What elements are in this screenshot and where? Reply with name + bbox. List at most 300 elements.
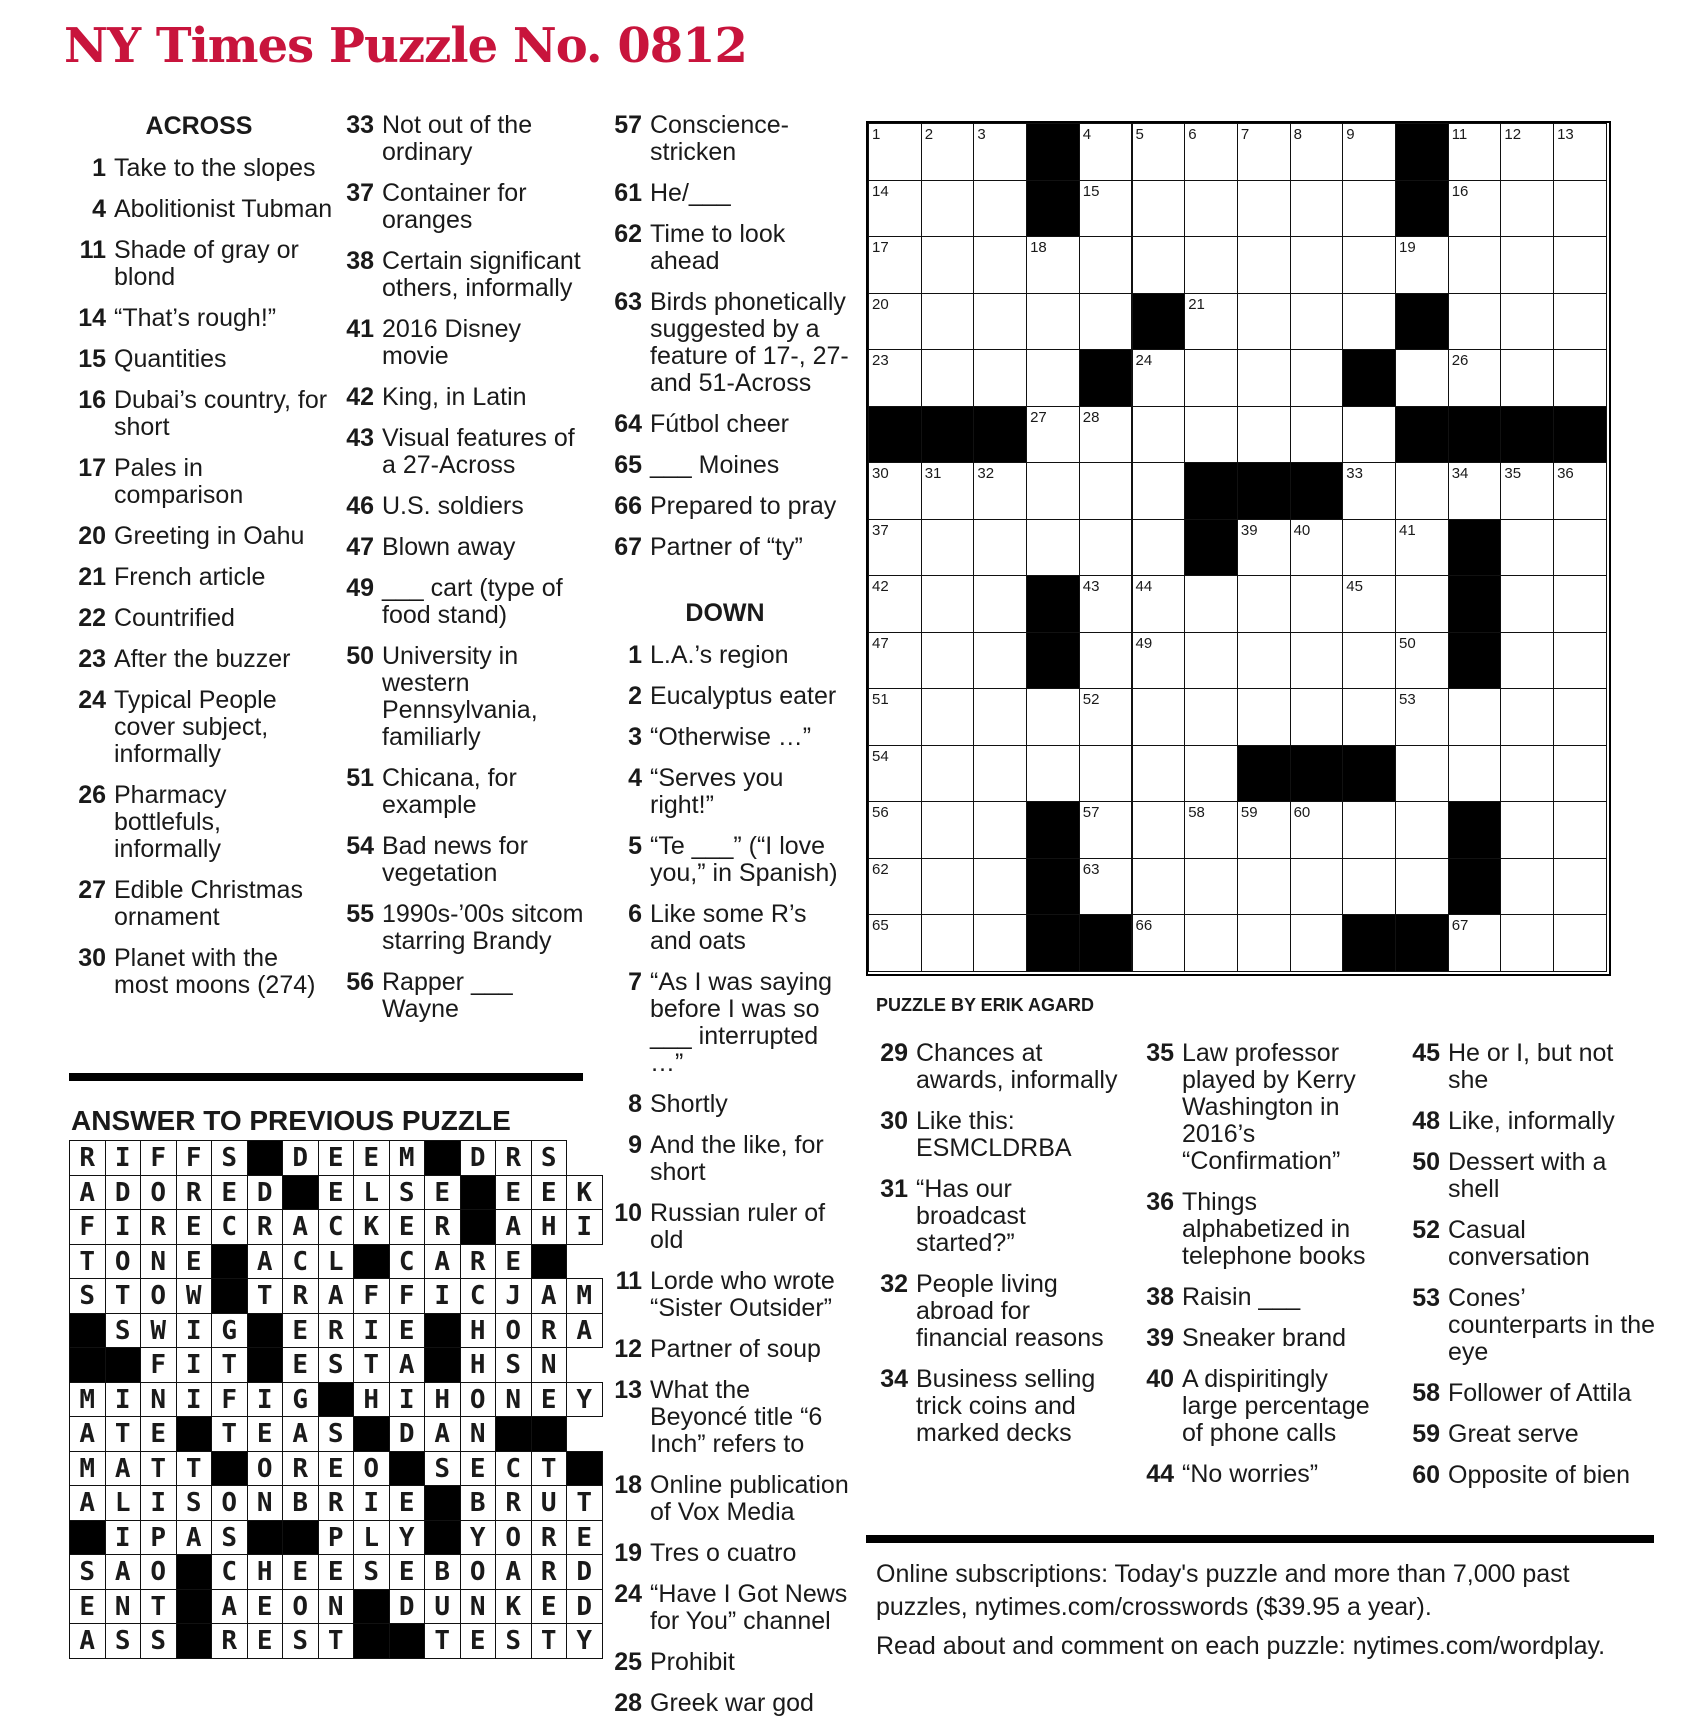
grid-cell[interactable] <box>1500 801 1554 859</box>
grid-cell[interactable] <box>1553 745 1607 803</box>
answer-letter: R <box>460 1244 497 1280</box>
clue-number: 45 <box>1412 1039 1440 1067</box>
grid-cell[interactable] <box>921 123 975 181</box>
grid-cell[interactable] <box>868 745 922 803</box>
grid-cell[interactable] <box>1290 858 1344 916</box>
grid-cell[interactable] <box>921 632 975 690</box>
grid-cell[interactable] <box>1237 914 1291 972</box>
grid-cell[interactable] <box>1500 575 1554 633</box>
clue <box>1398 1217 1660 1271</box>
grid-cell[interactable] <box>1395 858 1449 916</box>
answer-letter: O <box>353 1451 390 1487</box>
grid-cell[interactable] <box>1448 688 1502 746</box>
grid-cell[interactable] <box>1132 858 1186 916</box>
grid-cell[interactable] <box>1342 180 1396 238</box>
grid-cell[interactable] <box>1290 801 1344 859</box>
clue-text: Blown away <box>382 533 516 561</box>
answer-letter: S <box>495 1347 532 1383</box>
clue <box>1132 1325 1384 1352</box>
grid-cell[interactable] <box>1553 123 1607 181</box>
grid-cell[interactable] <box>1184 858 1238 916</box>
answer-letter: R <box>495 1140 532 1176</box>
grid-cell[interactable] <box>1500 858 1554 916</box>
answer-letter: C <box>211 1554 248 1590</box>
grid-cell[interactable] <box>1132 801 1186 859</box>
clue-number: 59 <box>1412 1420 1440 1448</box>
grid-cell[interactable] <box>1184 349 1238 407</box>
grid-cell[interactable] <box>868 632 922 690</box>
clue <box>600 1200 850 1254</box>
grid-cell[interactable] <box>1553 914 1607 972</box>
grid-cell[interactable] <box>868 293 922 351</box>
clue-number: 58 <box>1412 1379 1440 1407</box>
answer-letter: A <box>531 1278 568 1314</box>
grid-cell[interactable] <box>1342 293 1396 351</box>
grid-cell[interactable] <box>1500 180 1554 238</box>
answer-letter: K <box>495 1589 532 1625</box>
grid-cell[interactable] <box>921 575 975 633</box>
grid-cell[interactable] <box>1342 123 1396 181</box>
grid-cell[interactable] <box>1448 123 1502 181</box>
grid-cell[interactable] <box>1237 801 1291 859</box>
grid-cell[interactable] <box>1079 688 1133 746</box>
grid-cell[interactable] <box>1553 801 1607 859</box>
grid-cell[interactable] <box>1448 745 1502 803</box>
answer-letter: H <box>247 1554 284 1590</box>
grid-cell[interactable] <box>1342 575 1396 633</box>
grid-cell[interactable] <box>868 180 922 238</box>
answer-letter: R <box>318 1313 355 1349</box>
grid-cell[interactable] <box>1553 519 1607 577</box>
grid-cell[interactable] <box>1184 406 1238 464</box>
grid-cell[interactable] <box>1237 406 1291 464</box>
answer-letter: I <box>353 1485 390 1521</box>
grid-cell[interactable] <box>1079 293 1133 351</box>
grid-cell[interactable] <box>1132 914 1186 972</box>
clue <box>600 1132 850 1186</box>
grid-cell[interactable] <box>1184 575 1238 633</box>
clue-text: Conscience-stricken <box>650 111 789 166</box>
grid-cell[interactable] <box>1290 406 1344 464</box>
grid-cell[interactable] <box>1079 236 1133 294</box>
grid-cell[interactable] <box>921 688 975 746</box>
grid-cell[interactable] <box>921 236 975 294</box>
grid-cell[interactable] <box>1132 632 1186 690</box>
answer-black-square <box>176 1416 213 1452</box>
black-square <box>973 406 1027 464</box>
clue-text: Bad news for vegetation <box>382 832 528 887</box>
clue <box>1398 1380 1660 1407</box>
puzzle-title: NY Times Puzzle No. 0812 <box>64 18 747 74</box>
clue <box>866 1040 1122 1094</box>
clue-number: 4 <box>628 764 642 792</box>
grid-cell[interactable] <box>1342 858 1396 916</box>
grid-cell[interactable] <box>1290 349 1344 407</box>
clue-number: 41 <box>346 315 374 343</box>
clue-text: Russian ruler of old <box>650 1199 826 1254</box>
grid-cell[interactable] <box>1132 406 1186 464</box>
grid-cell[interactable] <box>1237 688 1291 746</box>
grid-cell[interactable] <box>1290 914 1344 972</box>
grid-cell[interactable] <box>1237 349 1291 407</box>
clue <box>600 452 850 479</box>
grid-cell[interactable] <box>1342 632 1396 690</box>
clue-number: 64 <box>614 410 642 438</box>
clue-text: Greeting in Oahu <box>114 522 305 550</box>
clue-text: Law professor played by Kerry Washington in 2016’s “Confirmation” <box>1182 1039 1356 1175</box>
grid-cell[interactable] <box>1553 858 1607 916</box>
clue <box>332 643 594 751</box>
grid-cell[interactable] <box>973 519 1027 577</box>
grid-cell[interactable] <box>1237 519 1291 577</box>
answer-black-square <box>247 1520 284 1556</box>
clue-number: 29 <box>880 1039 908 1067</box>
grid-cell[interactable] <box>973 858 1027 916</box>
grid-cell[interactable] <box>1184 745 1238 803</box>
grid-cell[interactable] <box>868 801 922 859</box>
answer-letter: S <box>105 1313 142 1349</box>
clue-text: King, in Latin <box>382 383 527 411</box>
clue <box>1132 1461 1384 1488</box>
grid-cell[interactable] <box>1290 293 1344 351</box>
grid-cell[interactable] <box>1448 236 1502 294</box>
grid-cell[interactable] <box>1395 575 1449 633</box>
grid-cell[interactable] <box>868 575 922 633</box>
clue-text: “As I was saying before I was so ___ interrupted …” <box>650 968 833 1077</box>
grid-cell[interactable] <box>973 801 1027 859</box>
grid-cell[interactable] <box>1079 745 1133 803</box>
answer-letter: N <box>460 1589 497 1625</box>
grid-cell[interactable] <box>1290 180 1344 238</box>
answer-letter: S <box>495 1623 532 1659</box>
cell-number: 16 <box>1451 182 1469 200</box>
clue <box>332 901 594 955</box>
cell-number: 26 <box>1451 352 1469 369</box>
answer-letter: B <box>460 1485 497 1521</box>
grid-cell[interactable] <box>1553 349 1607 407</box>
clue <box>332 425 594 479</box>
grid-cell[interactable] <box>921 858 975 916</box>
grid-cell[interactable] <box>868 858 922 916</box>
grid-cell[interactable] <box>1500 236 1554 294</box>
grid-cell[interactable] <box>1184 801 1238 859</box>
grid-cell[interactable] <box>1342 236 1396 294</box>
answer-letter: G <box>282 1382 319 1418</box>
grid-cell[interactable] <box>1079 462 1133 520</box>
grid-cell[interactable] <box>1448 914 1502 972</box>
grid-cell[interactable] <box>1026 688 1080 746</box>
answer-black-square <box>318 1382 355 1418</box>
grid-cell[interactable] <box>973 293 1027 351</box>
grid-cell[interactable] <box>1553 632 1607 690</box>
down-clues-col-b <box>1132 1040 1384 1502</box>
answer-letter: E <box>176 1244 213 1280</box>
grid-cell[interactable] <box>1553 180 1607 238</box>
grid-cell[interactable] <box>921 801 975 859</box>
answer-letter: O <box>140 1554 177 1590</box>
grid-cell[interactable] <box>1132 349 1186 407</box>
grid-cell[interactable] <box>1342 406 1396 464</box>
grid-cell[interactable] <box>1237 293 1291 351</box>
grid-cell[interactable] <box>1395 801 1449 859</box>
answer-black-square <box>566 1451 603 1487</box>
cell-number: 7 <box>1240 126 1250 143</box>
clue-number: 28 <box>614 1689 642 1717</box>
grid-cell[interactable] <box>921 180 975 238</box>
grid-cell[interactable] <box>1132 236 1186 294</box>
clue <box>600 1377 850 1458</box>
grid-cell[interactable] <box>1500 632 1554 690</box>
answer-letter: R <box>211 1623 248 1659</box>
grid-cell[interactable] <box>1079 575 1133 633</box>
grid-cell[interactable] <box>1026 745 1080 803</box>
answer-letter: N <box>140 1382 177 1418</box>
grid-cell[interactable] <box>973 349 1027 407</box>
grid-cell[interactable] <box>1553 688 1607 746</box>
grid-cell[interactable] <box>1184 632 1238 690</box>
grid-cell[interactable] <box>1026 519 1080 577</box>
grid-cell[interactable] <box>973 914 1027 972</box>
grid-cell[interactable] <box>1342 462 1396 520</box>
grid-cell[interactable] <box>1342 801 1396 859</box>
answer-letter: A <box>176 1520 213 1556</box>
clue-number: 43 <box>346 424 374 452</box>
grid-cell[interactable] <box>1079 519 1133 577</box>
grid-cell[interactable] <box>868 914 922 972</box>
grid-cell[interactable] <box>1290 236 1344 294</box>
grid-cell[interactable] <box>1026 462 1080 520</box>
black-square <box>1448 858 1502 916</box>
grid-cell[interactable] <box>1290 688 1344 746</box>
grid-cell[interactable] <box>1395 236 1449 294</box>
answer-letter: R <box>531 1313 568 1349</box>
clue-text: Like some R’s and oats <box>650 900 807 955</box>
clue-text: Casual conversation <box>1448 1216 1590 1271</box>
grid-cell[interactable] <box>1342 519 1396 577</box>
clue-text: Planet with the most moons (274) <box>114 944 316 999</box>
grid-cell[interactable] <box>1079 123 1133 181</box>
grid-cell[interactable] <box>921 745 975 803</box>
clue-text: Dubai’s country, for short <box>114 386 328 441</box>
answer-black-square <box>176 1623 213 1659</box>
grid-cell[interactable] <box>868 462 922 520</box>
clue-number: 12 <box>614 1335 642 1363</box>
grid-cell[interactable] <box>1500 688 1554 746</box>
clue-number: 52 <box>1412 1216 1440 1244</box>
grid-cell[interactable] <box>1448 462 1502 520</box>
clue-text: And the like, for short <box>650 1131 824 1186</box>
grid-cell[interactable] <box>1500 349 1554 407</box>
grid-cell[interactable] <box>973 236 1027 294</box>
black-square <box>1237 745 1291 803</box>
grid-cell[interactable] <box>1132 462 1186 520</box>
grid-cell[interactable] <box>921 462 975 520</box>
grid-cell[interactable] <box>1237 236 1291 294</box>
clue-number: 24 <box>78 686 106 714</box>
answer-letter: U <box>531 1485 568 1521</box>
black-square <box>868 406 922 464</box>
answer-letter: I <box>105 1209 142 1245</box>
grid-cell[interactable] <box>921 293 975 351</box>
clue <box>600 642 850 669</box>
grid-cell[interactable] <box>1448 349 1502 407</box>
grid-cell[interactable] <box>1500 462 1554 520</box>
grid-cell[interactable] <box>1132 123 1186 181</box>
clue-number: 19 <box>614 1539 642 1567</box>
answer-letter: R <box>282 1278 319 1314</box>
clue <box>1132 1040 1384 1175</box>
cell-number: 3 <box>977 126 986 143</box>
clue <box>64 687 334 768</box>
grid-cell[interactable] <box>1500 123 1554 181</box>
answer-black-square <box>211 1451 248 1487</box>
grid-cell[interactable] <box>1184 293 1238 351</box>
clue <box>600 112 850 166</box>
clue-text: Not out of the ordinary <box>382 111 533 166</box>
grid-cell[interactable] <box>1553 293 1607 351</box>
answer-letter: E <box>247 1589 284 1625</box>
clue <box>332 316 594 370</box>
answer-letter: A <box>566 1313 603 1349</box>
cell-number: 36 <box>1557 465 1574 482</box>
cell-number: 63 <box>1082 860 1100 878</box>
clue-text: L.A.’s region <box>650 641 789 669</box>
answer-letter: S <box>282 1623 319 1659</box>
clue-text: “That’s rough!” <box>114 304 277 332</box>
grid-cell[interactable] <box>973 575 1027 633</box>
grid-cell[interactable] <box>1500 293 1554 351</box>
clue-number: 50 <box>346 642 374 670</box>
grid-cell[interactable] <box>1553 462 1607 520</box>
grid-cell[interactable] <box>1237 632 1291 690</box>
grid-cell[interactable] <box>1237 180 1291 238</box>
grid-cell[interactable] <box>1132 519 1186 577</box>
grid-cell[interactable] <box>1448 293 1502 351</box>
grid-cell[interactable] <box>1132 745 1186 803</box>
clue <box>600 1581 850 1635</box>
grid-cell[interactable] <box>1184 236 1238 294</box>
answer-letter: Y <box>389 1520 426 1556</box>
answer-letter: P <box>318 1520 355 1556</box>
clue-text: Visual features of a 27-Across <box>382 424 575 479</box>
clue-text: Birds phonetically suggested by a feature of 17-, 27- and 51-Across <box>650 288 849 397</box>
grid-cell[interactable] <box>1132 688 1186 746</box>
grid-cell[interactable] <box>1290 123 1344 181</box>
cell-number: 43 <box>1082 578 1100 595</box>
clue-number: 36 <box>1146 1188 1174 1216</box>
grid-cell[interactable] <box>1079 858 1133 916</box>
grid-cell[interactable] <box>1395 632 1449 690</box>
grid-cell[interactable] <box>973 180 1027 238</box>
grid-cell[interactable] <box>1500 519 1554 577</box>
grid-cell[interactable] <box>1079 801 1133 859</box>
answer-letter: T <box>531 1451 568 1487</box>
grid-cell[interactable] <box>973 632 1027 690</box>
clue-text: What the Beyoncé title “6 Inch” refers to <box>650 1376 823 1458</box>
cell-number: 67 <box>1451 917 1469 934</box>
grid-cell[interactable] <box>921 914 975 972</box>
answer-letter: S <box>69 1554 106 1590</box>
clue <box>64 387 334 441</box>
clue <box>600 724 850 751</box>
grid-cell[interactable] <box>1237 858 1291 916</box>
answer-black-square <box>247 1347 284 1383</box>
grid-cell[interactable] <box>973 123 1027 181</box>
black-square <box>1448 519 1502 577</box>
answer-black-square <box>353 1623 390 1659</box>
grid-cell[interactable] <box>1342 688 1396 746</box>
grid-cell[interactable] <box>973 462 1027 520</box>
grid-cell[interactable] <box>868 236 922 294</box>
grid-cell[interactable] <box>1395 745 1449 803</box>
grid-cell[interactable] <box>868 123 922 181</box>
grid-cell[interactable] <box>1500 914 1554 972</box>
grid-cell[interactable] <box>1290 632 1344 690</box>
clue <box>332 248 594 302</box>
answer-letter: E <box>69 1589 106 1625</box>
grid-cell[interactable] <box>1237 123 1291 181</box>
grid-cell[interactable] <box>973 745 1027 803</box>
clue <box>332 112 594 166</box>
grid-cell[interactable] <box>1132 575 1186 633</box>
grid-cell[interactable] <box>1500 745 1554 803</box>
grid-cell[interactable] <box>1079 406 1133 464</box>
grid-cell[interactable] <box>1079 180 1133 238</box>
grid-cell[interactable] <box>1395 688 1449 746</box>
clue <box>600 1472 850 1526</box>
grid-cell[interactable] <box>1395 349 1449 407</box>
grid-cell[interactable] <box>1026 406 1080 464</box>
grid-cell[interactable] <box>1184 180 1238 238</box>
grid-cell[interactable] <box>1026 236 1080 294</box>
grid-cell[interactable] <box>1395 462 1449 520</box>
grid-cell[interactable] <box>1184 914 1238 972</box>
grid-cell[interactable] <box>1026 293 1080 351</box>
clue-text: Business selling trick coins and marked decks <box>916 1365 1096 1447</box>
answer-letter: F <box>69 1209 106 1245</box>
grid-cell[interactable] <box>868 688 922 746</box>
black-square <box>1448 632 1502 690</box>
grid-cell[interactable] <box>868 349 922 407</box>
grid-cell[interactable] <box>1395 519 1449 577</box>
grid-cell[interactable] <box>1237 575 1291 633</box>
clue-number: 38 <box>346 247 374 275</box>
grid-cell[interactable] <box>1448 180 1502 238</box>
grid-cell[interactable] <box>1290 519 1344 577</box>
grid-cell[interactable] <box>1079 632 1133 690</box>
grid-cell[interactable] <box>868 519 922 577</box>
grid-cell[interactable] <box>1553 575 1607 633</box>
clue-number: 56 <box>346 968 374 996</box>
grid-cell[interactable] <box>973 688 1027 746</box>
answer-letter: Y <box>460 1520 497 1556</box>
clue-number: 67 <box>614 533 642 561</box>
answer-letter: F <box>176 1140 213 1176</box>
grid-cell[interactable] <box>921 519 975 577</box>
answer-letter: B <box>424 1554 461 1590</box>
grid-cell[interactable] <box>1184 688 1238 746</box>
grid-cell[interactable] <box>921 349 975 407</box>
grid-cell[interactable] <box>1026 349 1080 407</box>
grid-cell[interactable] <box>1290 575 1344 633</box>
answer-letter: S <box>318 1416 355 1452</box>
answer-letter: S <box>140 1623 177 1659</box>
grid-cell[interactable] <box>1553 236 1607 294</box>
grid-cell[interactable] <box>1184 123 1238 181</box>
clue-number: 51 <box>346 764 374 792</box>
answer-letter: L <box>105 1485 142 1521</box>
grid-cell[interactable] <box>1132 180 1186 238</box>
